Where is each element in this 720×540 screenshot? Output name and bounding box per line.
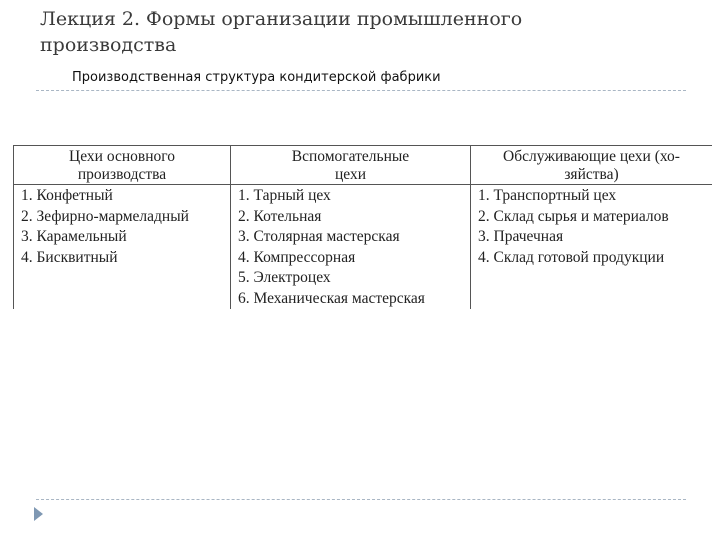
structure-table (13, 145, 712, 309)
bottom-divider (36, 499, 686, 500)
structure-table-container (13, 145, 712, 312)
table-header-row (14, 146, 713, 185)
header-text: зяйства) (564, 166, 619, 183)
header-text: Вспомогательные (291, 148, 410, 165)
header-service (471, 146, 713, 185)
slide-title-line-1: Лекция 2. Формы организации промышленного (40, 8, 523, 30)
list-item: 3. Прачечная (478, 228, 564, 245)
list-item: 4. Бисквитный (21, 248, 118, 266)
slide-subtitle: Производственная структура кондитерской фабрики (72, 70, 441, 85)
list-item: 2. Зефирно-мармеладный (21, 207, 189, 225)
slide-title-line-2: производства (40, 34, 177, 56)
service-list (471, 185, 713, 310)
list-item: 1. Транспортный цех (478, 187, 617, 204)
top-divider (36, 90, 686, 91)
header-text: производства (77, 166, 167, 183)
main-production-list (14, 185, 231, 310)
header-auxiliary (231, 146, 471, 185)
header-text: Обслуживающие цехи (хо- (503, 148, 680, 165)
triangle-bullet-icon (34, 507, 43, 521)
list-item: 3. Столярная мастерская (238, 228, 400, 245)
list-item: 2. Котельная (238, 207, 322, 225)
list-item: 2. Склад сырья и материалов (478, 207, 669, 225)
auxiliary-list (231, 185, 471, 310)
list-item: 5. Электроцех (238, 269, 331, 286)
header-text: цехи (334, 166, 366, 183)
list-item: 3. Карамельный (21, 228, 127, 245)
slide-title (40, 6, 560, 58)
list-item: 1. Тарный цех (238, 187, 331, 204)
table-row (14, 185, 713, 310)
header-main-production (14, 146, 231, 185)
list-item: 6. Механическая мастерская (238, 289, 425, 307)
list-item: 1. Конфетный (21, 187, 113, 204)
list-item: 4. Склад готовой продукции (478, 248, 665, 266)
list-item: 4. Компрессорная (238, 248, 356, 266)
header-text: Цехи основного (69, 148, 175, 165)
